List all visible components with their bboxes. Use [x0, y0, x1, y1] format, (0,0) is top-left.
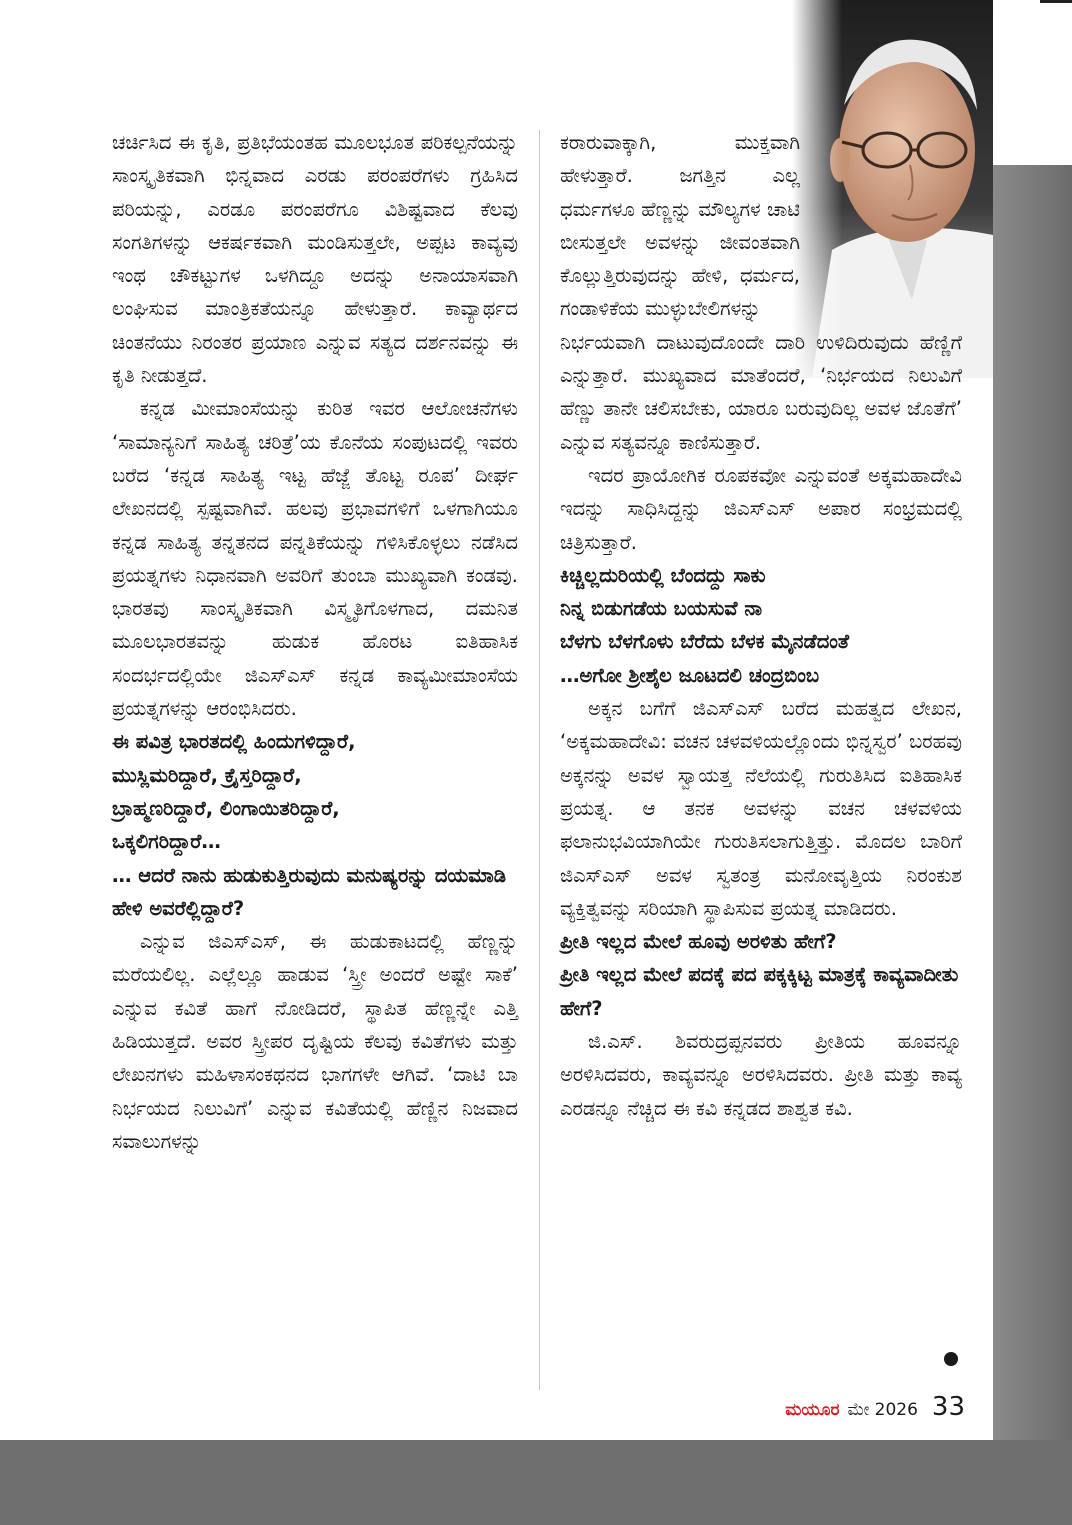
magazine-brand: ಮಯೂರ [785, 1400, 840, 1420]
poem-line: ಪ್ರೀತಿ ಇಲ್ಲದ ಮೇಲೆ ಪದಕ್ಕೆ ಪದ ಪಕ್ಕಕ್ಕಿಟ್ಟ ಮಾತ್ರಕ್ಕೆ ಕಾವ್ಯವಾದೀತು ಹೇಗೆ? [560, 963, 959, 1020]
poem-line: ನಿನ್ನ ಬಿಡುಗಡೆಯ ಬಯಸುವೆ ನಾ [560, 597, 763, 621]
column-divider [539, 130, 540, 1390]
right-column-body [560, 326, 962, 1125]
poem-line: ಬ್ರಾಹ್ಮಣರಿದ್ದಾರೆ, ಲಿಂಗಾಯಿತರಿದ್ದಾರೆ, [112, 796, 340, 820]
right-column-intro-paragraph: ಕರಾರುವಾಕ್ಕಾಗಿ, ಮುಕ್ತವಾಗಿ ಹೇಳುತ್ತಾರೆ. ಜಗತ್ತಿನ ಎಲ್ಲ ಧರ್ಮಗಳೂ ಹೆಣ್ಣನ್ನು ಮೌಲ್ಯಗಳ ಚಾಟಿ ಬೀಸುತ್ತಲೇ ಅವಳನ್ನು ಜೀವಂತವಾಗಿ ಕೊಲ್ಲುತ್ತಿರುವುದನ್ನು ಹೇಳಿ, ಧರ್ಮದ, ಗಂಡಾಳಿಕೆಯ ಮುಳ್ಳುಬೇಲಿಗಳನ್ನು [560, 131, 800, 321]
page-shadow-bottom [0, 1440, 1072, 1525]
article-column-left [112, 126, 518, 1158]
end-of-article-bullet [944, 1352, 958, 1366]
article-paragraph: ಜಿ.ಎಸ್. ಶಿವರುದ್ರಪ್ಪನವರು ಪ್ರೀತಿಯ ಹೂವನ್ನೂ ಅರಳಿಸಿದವರು, ಕಾವ್ಯವನ್ನೂ ಅರಳಿಸಿದವರು. ಪ್ರೀತಿ ಮತ್ತು ಕಾವ್ಯ ಎರಡನ್ನೂ ನೆಚ್ಚಿದ ಈ ಕವಿ ಕನ್ನಡದ ಶಾಶ್ವತ ಕವಿ. [560, 1030, 962, 1120]
crop-mark [1040, 0, 1072, 3]
article-paragraph: ಎನ್ನುವ ಜಿಎಸ್‌ಎಸ್, ಈ ಹುಡುಕಾಟದಲ್ಲಿ ಹೆಣ್ಣನ್ನು ಮರೆಯಲಿಲ್ಲ. ಎಲ್ಲೆಲ್ಲೂ ಹಾಡುವ ‘ಸ್ತ್ರೀ ಅಂದರೆ ಅಷ್ಟೇ ಸಾಕೆ’ ಎನ್ನುವ ಕವಿತೆ ಹಾಗೆ ನೋಡಿದರೆ, ಸ್ಥಾಪಿತ ಹೆಣ್ಣನ್ನೇ ಎತ್ತಿ ಹಿಡಿಯುತ್ತದೆ. ಅವರ ಸ್ತ್ರೀಪರ ದೃಷ್ಟಿಯ ಕೆಲವು ಕವಿತೆಗಳು ಮತ್ತು ಲೇಖನಗಳು ಮಹಿಳಾಸಂಕಥನದ ಭಾಗಗಳೇ ಆಗಿವೆ. ‘ದಾಟಿ ಬಾ ನಿರ್ಭಯದ ನಿಲುವಿಗೆ’ ಎನ್ನುವ ಕವಿತೆಯಲ್ಲಿ ಹೆಣ್ಣಿನ ನಿಜವಾದ ಸವಾಲುಗಳನ್ನು [112, 930, 518, 1153]
poem-line: ಬೆಳಗು ಬೆಳಗೊಳು ಬೆರೆದು ಬೆಳಕ ಮೈನಡೆದಂತೆ [560, 630, 850, 654]
article-paragraph: ಇದರ ಪ್ರಾಯೋಗಿಕ ರೂಪಕವೋ ಎನ್ನುವಂತೆ ಅಕ್ಕಮಹಾದೇವಿ ಇದನ್ನು ಸಾಧಿಸಿದ್ದನ್ನು ಜಿಎಸ್‌ಎಸ್ ಅಪಾರ ಸಂಭ್ರಮದಲ್ಲಿ ಚಿತ್ರಿಸುತ್ತಾರೆ. [560, 463, 962, 554]
page-number: 33 [931, 1392, 965, 1422]
article-paragraph: ಕನ್ನಡ ಮೀಮಾಂಸೆಯನ್ನು ಕುರಿತ ಇವರ ಆಲೋಚನೆಗಳು ‘ಸಾಮಾನ್ಯನಿಗೆ ಸಾಹಿತ್ಯ ಚರಿತ್ರೆ’ಯ ಕೊನೆಯ ಸಂಪುಟದಲ್ಲಿ ಇವರು ಬರೆದ ‘ಕನ್ನಡ ಸಾಹಿತ್ಯ ಇಟ್ಟ ಹೆಜ್ಜೆ ತೊಟ್ಟ ರೂಪ’ ದೀರ್ಘ ಲೇಖನದಲ್ಲಿ ಸ್ಪಷ್ಟವಾಗಿವೆ. ಹಲವು ಪ್ರಭಾವಗಳಿಗೆ ಒಳಗಾಗಿಯೂ ಕನ್ನಡ ಸಾಹಿತ್ಯ ತನ್ನತನದ ಪನ್ನತಿಕೆಯನ್ನು ಗಳಿಸಿಕೊಳ್ಳಲು ನಡೆಸಿದ ಪ್ರಯತ್ನಗಳು ನಿಧಾನವಾಗಿ ಅವರಿಗೆ ತುಂಬಾ ಮುಖ್ಯವಾಗಿ ಕಂಡವು. ಭಾರತವು ಸಾಂಸ್ಕೃತಿಕವಾಗಿ ವಿಸ್ಮೃತಿಗೊಳಗಾದ, ದಮನಿತ ಮೂಲಭಾರತವನ್ನು ಹುಡುಕ ಹೊರಟ ಐತಿಹಾಸಿಕ ಸಂದರ್ಭದಲ್ಲಿಯೇ ಜಿಎಸ್‌ಎಸ್ ಕನ್ನಡ ಕಾವ್ಯಮೀಮಾಂಸೆಯ ಪ್ರಯತ್ನಗಳನ್ನು ಆರಂಭಿಸಿದರು. [112, 397, 518, 721]
article-paragraph: ನಿರ್ಭಯವಾಗಿ ದಾಟುವುದೊಂದೇ ದಾರಿ ಉಳಿದಿರುವುದು ಹೆಣ್ಣಿಗೆ ಎನ್ನುತ್ತಾರೆ. ಮುಖ್ಯವಾದ ಮಾತೆಂದರೆ, ‘ನಿರ್ಭಯದ ನಿಲುವಿಗೆ ಹೆಣ್ಣು ತಾನೇ ಚಲಿಸಬೇಕು, ಯಾರೂ ಬರುವುದಿಲ್ಲ ಅವಳ ಜೊತೆಗೆ’ ಎನ್ನುವ ಸತ್ಯವನ್ನೂ ಕಾಣಿಸುತ್ತಾರೆ. [560, 330, 962, 454]
page-shadow-right [993, 165, 1072, 1440]
article-paragraph: ಅಕ್ಕನ ಬಗೆಗೆ ಜಿಎಸ್‌ಎಸ್ ಬರೆದ ಮಹತ್ವದ ಲೇಖನ, ‘ಅಕ್ಕಮಹಾದೇವಿ: ವಚನ ಚಳವಳಿಯಲ್ಲೊಂದು ಭಿನ್ನಸ್ವರ’ ಬರಹವು ಅಕ್ಕನನ್ನು ಅವಳ ಸ್ವಾಯತ್ತ ನೆಲೆಯಲ್ಲಿ ಗುರುತಿಸಿದ ಐತಿಹಾಸಿಕ ಪ್ರಯತ್ನ. ಆ ತನಕ ಅವಳನ್ನು ವಚನ ಚಳವಳಿಯ ಫಲಾನುಭವಿಯಾಗಿಯೇ ಗುರುತಿಸಲಾಗುತ್ತಿತ್ತು. ಮೊದಲ ಬಾರಿಗೆ ಜಿಎಸ್‌ಎಸ್ ಅವಳ ಸ್ವತಂತ್ರ ಮನೋವೃತ್ತಿಯ ನಿರಂಕುಶ ವ್ಯಕ್ತಿತ್ವವನ್ನು ಸರಿಯಾಗಿ ಸ್ಥಾಪಿಸುವ ಪ್ರಯತ್ನ ಮಾಡಿದರು. [560, 697, 962, 920]
poem-line: … ಆದರೆ ನಾನು ಹುಡುಕುತ್ತಿರುವುದು ಮನುಷ್ಯರನ್ನು ದಯಮಾಡಿ ಹೇಳಿ ಅವರೆಲ್ಲಿದ್ದಾರೆ? [112, 863, 507, 920]
poem-line: ಮುಸ್ಲಿಮರಿದ್ದಾರೆ, ಕ್ರೈಸ್ತರಿದ್ದಾರೆ, [112, 763, 302, 787]
poem-line: ಒಕ್ಕಲಿಗರಿದ್ದಾರೆ… [112, 830, 221, 854]
poem-line: …ಅಗೋ ಶ್ರೀಶೈಲ ಜೂಟದಲಿ ಚಂದ್ರಬಿಂಬ [560, 663, 820, 687]
page-footer [760, 1392, 965, 1428]
poem-line: ಈ ಪವಿತ್ರ ಭಾರತದಲ್ಲಿ ಹಿಂದುಗಳಿದ್ದಾರೆ, [112, 730, 356, 754]
poem-line: ಕಿಚ್ಚಿಲ್ಲದುರಿಯಲ್ಲಿ ಬೆಂದದ್ದು ಸಾಕು [560, 563, 766, 587]
poem-line: ಪ್ರೀತಿ ಇಲ್ಲದ ಮೇಲೆ ಹೂವು ಅರಳಿತು ಹೇಗೆ? [560, 930, 837, 954]
issue-month-year: ಮೇ 2026 [847, 1400, 918, 1420]
article-paragraph: ಚರ್ಚಿಸಿದ ಈ ಕೃತಿ, ಪ್ರತಿಭೆಯಂತಹ ಮೂಲಭೂತ ಪರಿಕಲ್ಪನೆಯನ್ನು ಸಾಂಸ್ಕೃತಿಕವಾಗಿ ಭಿನ್ನವಾದ ಎರಡು ಪರಂಪರೆಗಳು ಗ್ರಹಿಸಿದ ಪರಿಯನ್ನು, ಎರಡೂ ಪರಂಪರೆಗೂ ವಿಶಿಷ್ಟವಾದ ಕೆಲವು ಸಂಗತಿಗಳನ್ನು ಆಕರ್ಷಕವಾಗಿ ಮಂಡಿಸುತ್ತಲೇ, ಅಪ್ಪಟ ಕಾವ್ಯವು ಇಂಥ ಚೌಕಟ್ಟುಗಳ ಒಳಗಿದ್ದೂ ಅದನ್ನು ಅನಾಯಾಸವಾಗಿ ಲಂಘಿಸುವ ಮಾಂತ್ರಿಕತೆಯನ್ನೂ ಹೇಳುತ್ತಾರೆ. ಕಾವ್ಯಾರ್ಥದ ಚಿಂತನೆಯು ನಿರಂತರ ಪ್ರಯಾಣ ಎನ್ನುವ ಸತ್ಯದ ದರ್ಶನವನ್ನು ಈ ಕೃತಿ ನೀಡುತ್ತದೆ. [112, 131, 518, 388]
article-column-right [560, 126, 962, 1125]
